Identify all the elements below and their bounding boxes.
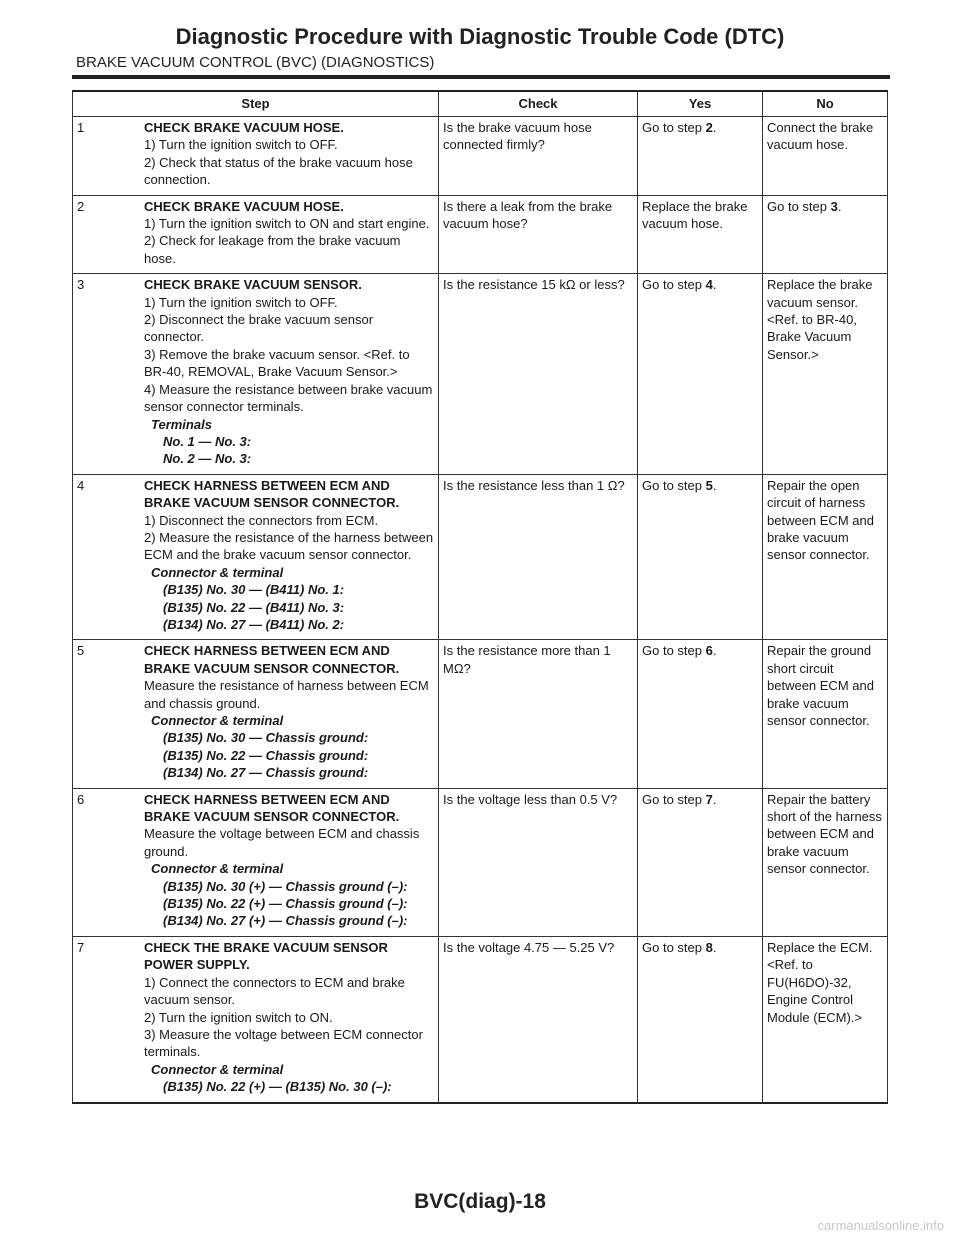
no-cell	[763, 788, 888, 936]
table-row	[73, 788, 888, 936]
yes-action: Go to step	[642, 643, 706, 659]
step-cell	[73, 195, 439, 274]
step-instruction: 1) Connect the connectors to ECM and brake vacuum sensor.	[144, 974, 405, 1008]
no-action: Replace the ECM. <Ref. to FU(H6DO)-32, Engine Control Module (ECM).>	[767, 939, 873, 1025]
yes-cell	[638, 640, 763, 788]
no-cell	[763, 640, 888, 788]
no-cell	[763, 117, 888, 196]
spec-item: (B135) No. 30 (+) — Chassis ground (–):	[163, 878, 408, 894]
yes-suffix: .	[712, 939, 717, 955]
spec-item: No. 1 — No. 3:	[163, 433, 252, 449]
yes-suffix: .	[712, 277, 717, 293]
no-cell	[763, 274, 888, 474]
no-action: Repair the ground short circuit between ECM and brake vacuum sensor connector.	[767, 643, 874, 728]
spec-item: (B135) No. 22 — (B411) No. 3:	[163, 599, 345, 615]
table-row	[73, 274, 888, 474]
step-number: 7	[77, 939, 85, 955]
step-instruction: 1) Turn the ignition switch to OFF.	[144, 137, 338, 153]
step-title: CHECK HARNESS BETWEEN ECM AND	[144, 791, 390, 807]
yes-action: Go to step	[642, 939, 706, 955]
yes-action: Go to step	[642, 791, 706, 807]
table-row	[73, 936, 888, 1102]
check-question: Is the voltage less than 0.5 V?	[443, 791, 618, 807]
check-cell	[439, 474, 638, 640]
check-cell	[439, 640, 638, 788]
check-question: Is the resistance less than 1 Ω?	[443, 477, 625, 493]
check-cell	[439, 274, 638, 474]
step-title: BRAKE VACUUM SENSOR CONNECTOR.	[144, 809, 400, 825]
spec-label: Connector & terminal	[151, 1061, 284, 1077]
yes-suffix: .	[712, 643, 717, 659]
check-cell	[439, 788, 638, 936]
column-header-step: Step	[73, 91, 439, 117]
step-title: BRAKE VACUUM SENSOR CONNECTOR.	[144, 495, 400, 511]
step-number: 5	[77, 643, 85, 659]
step-cell	[73, 274, 439, 474]
step-cell	[73, 474, 439, 640]
table-row	[73, 195, 888, 274]
column-header-check: Check	[439, 91, 638, 117]
step-title: CHECK HARNESS BETWEEN ECM AND	[144, 643, 390, 659]
yes-step-ref: 7	[705, 791, 713, 807]
check-cell	[439, 936, 638, 1102]
step-instruction: 2) Check for leakage from the brake vacuum hose.	[144, 233, 401, 266]
no-action: Replace the brake vacuum sensor. <Ref. to BR-40, Brake Vacuum Sensor.>	[767, 277, 873, 362]
check-cell	[439, 195, 638, 274]
no-cell	[763, 195, 888, 274]
section-title: BRAKE VACUUM CONTROL (BVC) (DIAGNOSTICS)	[76, 54, 435, 71]
yes-step-ref: 4	[705, 277, 713, 293]
spec-label: Connector & terminal	[151, 564, 284, 580]
step-instruction: 1) Turn the ignition switch to OFF.	[144, 294, 338, 310]
spec-item: (B134) No. 27 (+) — Chassis ground (–):	[163, 913, 408, 929]
step-title: CHECK BRAKE VACUUM HOSE.	[144, 120, 344, 135]
yes-step-ref: 2	[705, 120, 713, 135]
spec-item: (B135) No. 22 — Chassis ground:	[163, 747, 369, 763]
no-cell	[763, 474, 888, 640]
step-title: POWER SUPPLY.	[144, 957, 250, 973]
step-instruction: Measure the voltage between ECM and chassis ground.	[144, 826, 420, 859]
check-question: Is there a leak from the brake vacuum hose?	[443, 198, 613, 232]
yes-cell	[638, 274, 763, 474]
spec-item: No. 2 — No. 3:	[163, 451, 252, 467]
no-action: Repair the open circuit of harness between ECM and brake vacuum sensor connector.	[767, 477, 874, 563]
step-instruction: 2) Disconnect the brake vacuum sensor connector.	[144, 312, 374, 345]
spec-item: (B134) No. 27 — Chassis ground:	[163, 765, 369, 781]
step-instruction: 1) Turn the ignition switch to ON and start engine.	[144, 216, 430, 232]
yes-step-ref: 8	[705, 939, 713, 955]
table-header-row	[73, 91, 888, 117]
spec-item: (B135) No. 22 (+) — Chassis ground (–):	[163, 896, 408, 912]
yes-action: Replace the brake vacuum hose.	[642, 198, 748, 232]
yes-cell	[638, 788, 763, 936]
no-action: Connect the brake vacuum hose.	[767, 120, 874, 153]
check-question: Is the resistance 15 kΩ or less?	[443, 277, 625, 293]
spec-label: Connector & terminal	[151, 861, 284, 877]
step-number: 1	[77, 120, 85, 135]
spec-label: Connector & terminal	[151, 713, 284, 728]
step-instruction: 3) Remove the brake vacuum sensor. <Ref. to BR-40, REMOVAL, Brake Vacuum Sensor.>	[144, 346, 410, 380]
step-instruction: 4) Measure the resistance between brake vacuum sensor connector terminals.	[144, 381, 433, 415]
table-row	[73, 640, 888, 788]
step-instruction: 2) Turn the ignition switch to ON.	[144, 1009, 333, 1025]
yes-action: Go to step	[642, 120, 706, 135]
table-row	[73, 117, 888, 196]
step-cell	[73, 117, 439, 196]
yes-action: Go to step	[642, 477, 706, 493]
step-title: CHECK BRAKE VACUUM SENSOR.	[144, 277, 362, 293]
yes-cell	[638, 936, 763, 1102]
spec-item: (B135) No. 30 — (B411) No. 1:	[163, 582, 345, 598]
step-number: 2	[77, 198, 85, 214]
yes-step-ref: 5	[705, 477, 713, 493]
step-instruction: 1) Disconnect the connectors from ECM.	[144, 512, 379, 528]
no-suffix: .	[837, 198, 842, 214]
no-cell	[763, 936, 888, 1102]
step-instruction: Measure the resistance of harness between ECM and chassis ground.	[144, 678, 429, 711]
table-row	[73, 474, 888, 640]
yes-cell	[638, 195, 763, 274]
yes-suffix: .	[712, 791, 717, 807]
step-cell	[73, 640, 439, 788]
no-action: Go to step	[767, 198, 831, 214]
step-instruction: 3) Measure the voltage between ECM connector terminals.	[144, 1026, 423, 1060]
spec-item: (B134) No. 27 — (B411) No. 2:	[163, 616, 345, 632]
check-question: Is the voltage 4.75 — 5.25 V?	[443, 939, 615, 955]
yes-step-ref: 6	[705, 643, 713, 659]
no-action: Repair the battery short of the harness between ECM and brake vacuum sensor connector.	[767, 791, 882, 877]
step-cell	[73, 788, 439, 936]
column-header-yes: Yes	[638, 91, 763, 117]
check-cell	[439, 117, 638, 196]
step-title: CHECK BRAKE VACUUM HOSE.	[144, 198, 344, 214]
step-number: 6	[77, 791, 85, 807]
page-number: BVC(diag)-18	[414, 1190, 546, 1213]
step-number: 4	[77, 477, 85, 493]
spec-label: Terminals	[151, 416, 212, 432]
step-title: CHECK HARNESS BETWEEN ECM AND	[144, 477, 390, 493]
step-title: BRAKE VACUUM SENSOR CONNECTOR.	[144, 660, 400, 676]
no-step-ref: 3	[830, 198, 838, 214]
check-question: Is the resistance more than 1 MΩ?	[443, 643, 611, 676]
step-cell	[73, 936, 439, 1102]
check-question: Is the brake vacuum hose connected firmly?	[443, 120, 592, 153]
watermark: carmanualsonline.info	[817, 1218, 944, 1233]
header-rule	[72, 75, 890, 79]
step-number: 3	[77, 277, 85, 293]
step-instruction: 2) Measure the resistance of the harness between ECM and the brake vacuum sensor connector.	[144, 529, 434, 563]
yes-suffix: .	[712, 477, 717, 493]
yes-suffix: .	[712, 120, 717, 135]
diagnostic-procedure-table	[72, 90, 888, 1104]
page-title: Diagnostic Procedure with Diagnostic Trouble Code (DTC)	[175, 24, 785, 49]
step-title: CHECK THE BRAKE VACUUM SENSOR	[144, 939, 388, 955]
spec-item: (B135) No. 22 (+) — (B135) No. 30 (–):	[163, 1079, 392, 1095]
column-header-no: No	[763, 91, 888, 117]
step-instruction: 2) Check that status of the brake vacuum hose connection.	[144, 154, 413, 188]
yes-cell	[638, 474, 763, 640]
yes-action: Go to step	[642, 277, 706, 293]
yes-cell	[638, 117, 763, 196]
spec-item: (B135) No. 30 — Chassis ground:	[163, 730, 369, 746]
